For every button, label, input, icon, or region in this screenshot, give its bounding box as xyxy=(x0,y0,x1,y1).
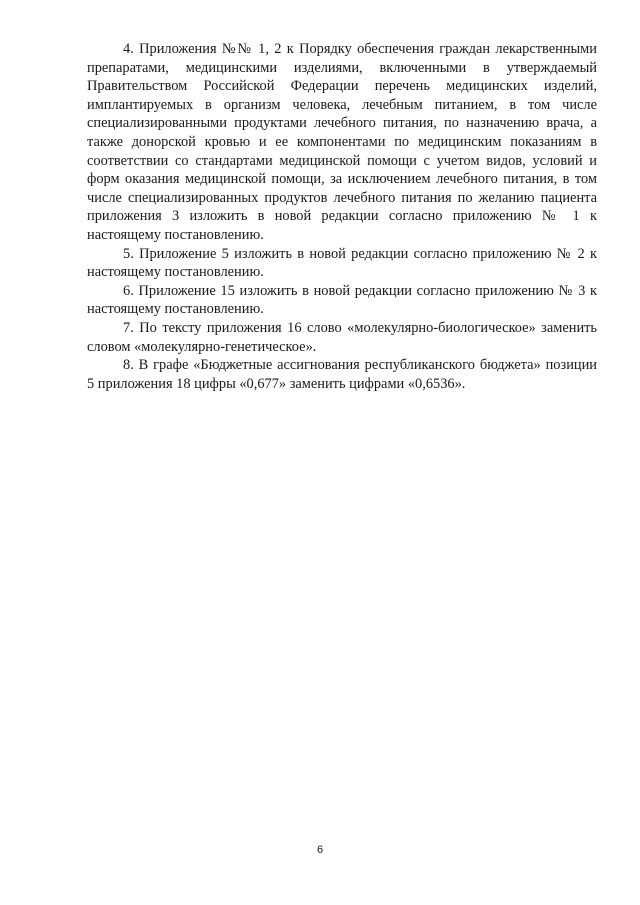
paragraph-item-4: 4. Приложения №№ 1, 2 к Порядку обеспечения граждан лекарственными препаратами, медицинскими изделиями, включенными в утверждаемый Правительством Российской Федерации перечень медицинских изделий, имплантируемых в организм человека, лечебным питанием, в том числе специализированными продуктами лечебного питания, по назначению врача, а также донорской кровью и ее компонентами по медицинским показаниям в соответствии со стандартами медицинской помощи с учетом видов, условий и форм оказания медицинской помощи, за исключением лечебного питания, в том числе специализированных продуктов лечебного питания по желанию пациента приложения 3 изложить в новой редакции согласно приложению № 1 к настоящему постановлению. xyxy=(87,41,597,243)
document-body xyxy=(87,40,597,393)
paragraph-item-7: 7. По тексту приложения 16 слово «молекулярно-биологическое» заменить словом «молекулярно-генетическое». xyxy=(87,319,597,355)
paragraph-item-5: 5. Приложение 5 изложить в новой редакции согласно приложению № 2 к настоящему постановлению. xyxy=(87,245,597,281)
paragraph-item-8: 8. В графе «Бюджетные ассигнования республиканского бюджета» позиции 5 приложения 18 цифры «0,677» заменить цифрами «0,6536». xyxy=(87,357,597,392)
paragraph-item-6: 6. Приложение 15 изложить в новой редакции согласно приложению № 3 к настоящему постановлению. xyxy=(87,282,597,318)
page-number: 6 xyxy=(316,844,324,856)
